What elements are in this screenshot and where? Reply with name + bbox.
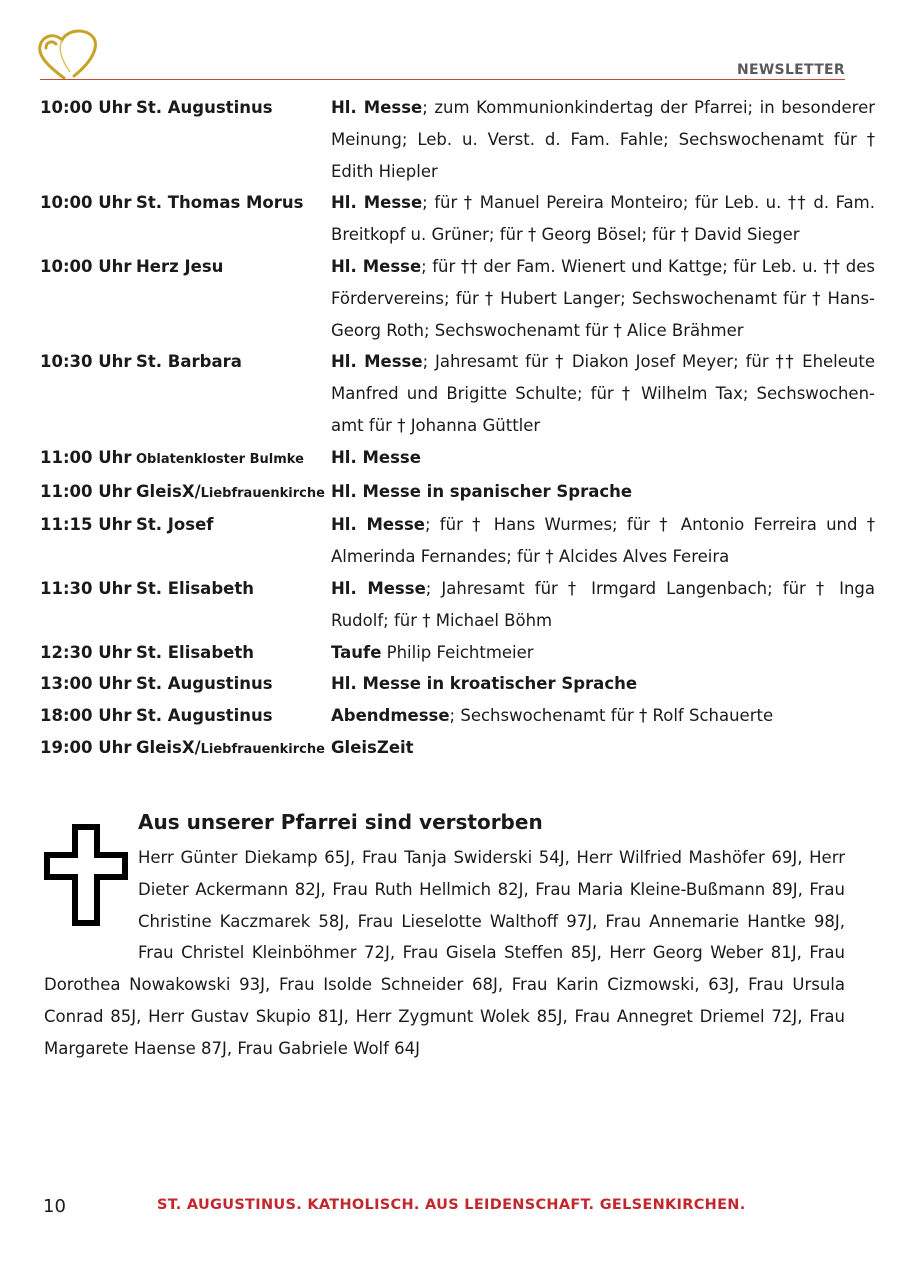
service-intentions: ; Jahresamt für † Diakon Josef Meyer; für †† Eheleute Manfred und Brigitte Schulte; für † Wilhelm Tax; Sechswochen-amt für † Johanna Güttler <box>331 352 875 435</box>
service-description <box>331 251 875 346</box>
service-description <box>331 187 875 251</box>
service-description <box>331 668 875 700</box>
church-name <box>136 476 331 510</box>
service-time: 12:30 Uhr <box>40 642 132 662</box>
church-name-suffix: Liebfrauenkirche <box>200 741 325 757</box>
page-number: 10 <box>43 1196 66 1217</box>
service-description <box>331 476 875 510</box>
service-type: Hl. Messe <box>331 256 422 276</box>
service-type: Hl. Messe <box>331 447 421 467</box>
service-type: Taufe <box>331 642 382 662</box>
service-description <box>331 92 875 187</box>
service-intentions: ; zum Kommunionkindertag der Pfarrei; in besonderer Meinung; Leb. u. Verst. d. Fam. Fahle; Sechswochenamt für † Edith Hiepler <box>331 98 876 181</box>
schedule-row <box>40 509 875 573</box>
schedule-row <box>40 573 875 637</box>
church-name-text: Herz Jesu <box>136 256 224 276</box>
church-name-text: St. Elisabeth <box>136 578 254 598</box>
service-intentions: ; Sechswochenamt für † Rolf Schauerte <box>449 706 774 726</box>
mass-schedule <box>40 92 875 766</box>
service-time: 13:00 Uhr <box>40 674 132 694</box>
schedule-row <box>40 476 875 510</box>
church-name <box>136 732 331 766</box>
service-description <box>331 346 875 441</box>
service-time: 11:15 Uhr <box>40 515 132 535</box>
church-name-text: St. Thomas Morus <box>136 193 304 213</box>
church-name <box>136 251 331 346</box>
service-intentions: ; Jahresamt für † Irmgard Langenbach; für † Inga Rudolf; für † Michael Böhm <box>331 578 875 630</box>
service-time: 10:00 Uhr <box>40 193 132 213</box>
schedule-row <box>40 442 875 476</box>
obituary-text <box>44 842 845 1065</box>
church-name-text: St. Augustinus <box>136 98 273 117</box>
service-description <box>331 700 875 732</box>
church-name-suffix: Liebfrauenkirche <box>200 485 325 501</box>
church-name-text: GleisX/ <box>136 737 201 757</box>
service-type: Abendmesse <box>331 706 450 726</box>
church-name-text: Oblatenkloster Bulmke <box>136 451 304 467</box>
church-name-text: St. Barbara <box>136 352 242 372</box>
service-intentions: ; für † Hans Wurmes; für † Antonio Ferreira und † Almerinda Fernandes; für † Alcides Alves Fereira <box>331 515 876 567</box>
service-description <box>331 732 875 766</box>
church-name <box>136 637 331 669</box>
service-time: 11:00 Uhr <box>40 481 132 501</box>
church-name-text: GleisX/ <box>136 481 201 501</box>
church-name-text: St. Augustinus <box>136 706 273 726</box>
heart-logo-icon <box>34 28 104 84</box>
service-time: 10:00 Uhr <box>40 256 132 276</box>
church-name <box>136 92 331 187</box>
service-type: Hl. Messe <box>331 193 423 213</box>
service-description <box>331 442 875 476</box>
obituary-title: Aus unserer Pfarrei sind verstorben <box>138 810 543 834</box>
schedule-row <box>40 668 875 700</box>
service-description <box>331 637 875 669</box>
service-type: GleisZeit <box>331 737 414 757</box>
service-intentions: ; für †† der Fam. Wienert und Kattge; für Leb. u. †† des Fördervereins; für † Hubert Langer; Sechswochenamt für † Hans-Georg Roth; Sechswochenamt für † Alice Brähmer <box>331 256 875 340</box>
service-time: 11:30 Uhr <box>40 578 132 598</box>
church-name <box>136 509 331 573</box>
church-name <box>136 346 331 441</box>
schedule-row <box>40 187 875 251</box>
church-name <box>136 442 331 476</box>
service-type: Hl. Messe in spanischer Sprache <box>331 481 633 501</box>
church-name-text: St. Elisabeth <box>136 642 254 662</box>
schedule-row <box>40 251 875 346</box>
church-name-text: St. Josef <box>136 515 214 535</box>
service-type: Hl. Messe <box>331 352 423 372</box>
service-type: Hl. Messe <box>331 98 423 117</box>
schedule-row <box>40 732 875 766</box>
service-intentions: ; für † Manuel Pereira Monteiro; für Leb. u. †† d. Fam. Breitkopf u. Grüner; für † Georg Bösel; für † David Sieger <box>331 193 875 245</box>
service-type: Hl. Messe in kroatischer Sprache <box>331 674 638 694</box>
service-time: 11:00 Uhr <box>40 447 132 467</box>
obituary-names: Herr Günter Diekamp 65J, Frau Tanja Swiderski 54J, Herr Wilfried Mashöfer 69J, Herr Dieter Ackermann 82J, Frau Ruth Hellmich 82J, Frau Maria Kleine-Bußmann 89J, Frau Christine Kaczmarek 58J, Frau Lieselotte Walthoff 97J, Frau Annemarie Hantke 98J, Frau Christel Kleinböhmer 72J, Frau Gisela Steffen 85J, Herr Georg Weber 81J, Frau Dorothea Nowakowski 93J, Frau Isolde Schneider 68J, Frau Karin Cizmowski, 63J, Frau Ursula Conrad 85J, Herr Gustav Skupio 81J, Herr Zygmunt Wolek 85J, Frau Annegret Driemel 72J, Frau Margarete Haense 87J, Frau Gabriele Wolf 64J <box>44 848 845 1058</box>
schedule-row <box>40 700 875 732</box>
service-type: Hl. Messe <box>331 578 426 598</box>
church-name <box>136 700 331 732</box>
service-time: 18:00 Uhr <box>40 706 132 726</box>
service-time: 10:00 Uhr <box>40 98 132 117</box>
schedule-row <box>40 637 875 669</box>
service-time: 10:30 Uhr <box>40 352 132 372</box>
service-time: 19:00 Uhr <box>40 737 132 757</box>
newsletter-label: NEWSLETTER <box>736 62 845 78</box>
church-name <box>136 187 331 251</box>
schedule-row <box>40 92 875 187</box>
church-name <box>136 668 331 700</box>
schedule-row <box>40 346 875 441</box>
footer-slogan: ST. AUGUSTINUS. KATHOLISCH. AUS LEIDENSCHAFT. GELSENKIRCHEN. <box>157 1197 746 1213</box>
church-name-text: St. Augustinus <box>136 674 273 694</box>
header-rule <box>40 79 845 80</box>
service-description <box>331 573 875 637</box>
church-name <box>136 573 331 637</box>
service-type: Hl. Messe <box>331 515 425 535</box>
service-intentions: Philip Feichtmeier <box>381 642 534 662</box>
service-description <box>331 509 875 573</box>
